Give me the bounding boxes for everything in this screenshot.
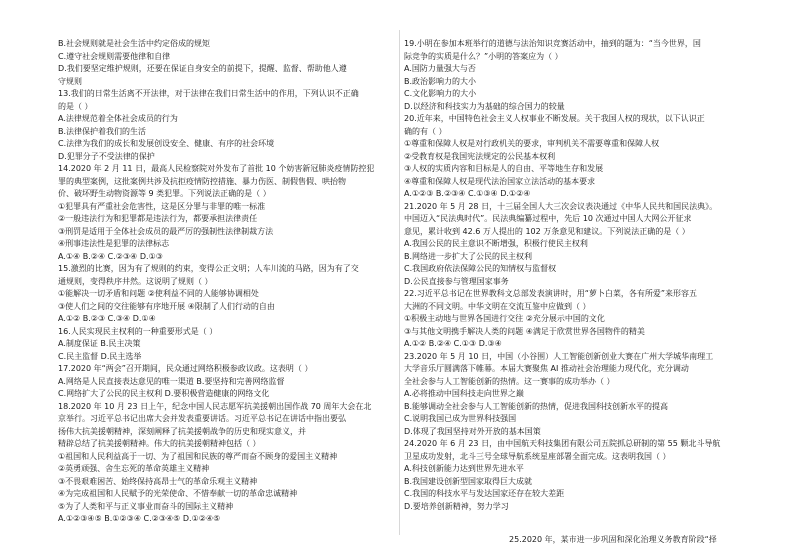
option-text-line: B.法律保护着我们的生活: [58, 126, 147, 136]
option-text-line: D.犯罪分子不受法律的保护: [58, 151, 155, 161]
option-text-line: ①积极主动地与世界各国进行交往 ②充分展示中国的文化: [404, 314, 605, 323]
question-text-line: 扬伟大抗美援朝精神，深刻阐释了抗美援朝战争的历史和现实意义，并: [58, 426, 306, 436]
option-text-line: A.①②③ B.②③④ C.①③④ D.①②④: [404, 189, 531, 198]
option-text-line: A.制度保证 B.民主决策: [58, 339, 141, 348]
option-text-line: ④为完成祖国和人民赋予的光荣使命、不惜奉献一切的革命忠诚精神: [58, 489, 298, 498]
question-text-line: 京举行。习近平总书记出席大会并发表重要讲话。习近平总书记在讲话中指出要弘: [58, 414, 346, 423]
question-text-line: 14.2020 年 2 月 11 日，最高人民检察院对外发布了首批 10 个妨害新冠肺炎疫情防控犯: [58, 164, 375, 173]
option-text-line: C.法律为我们的成长和发展创设安全、健康、有序的社会环境: [58, 139, 275, 148]
option-text-line: A.①② B.②③ C.③④ D.①④: [58, 314, 156, 323]
question-text-line: 17.2020 年“两会”召开期间，民众通过网络积极参政议政。这表明（ ）: [58, 364, 313, 373]
option-text-line: A.法律规范着全体社会成员的行为: [58, 114, 178, 123]
question-text-line: 意见，累计收到 42.6 万人提出的 102 万条意见和建议。下列说法正确的是（ ）: [404, 226, 690, 236]
option-text-line: ③使人们之间的交往能够有序地开展 ④限制了人们行动的自由: [58, 301, 275, 311]
option-text-line: C.遵守社会规则需要他律和自律: [58, 51, 171, 61]
option-text-line: ②一般违法行为和犯罪都是违法行为，都要承担法律责任: [58, 214, 258, 223]
option-text-line: ③刑罚是适用于全体社会成员的最严厉的强制性法律制裁方法: [58, 226, 274, 236]
option-text-line: A.①② B.②④ C.①③ D.③④: [404, 339, 502, 348]
question-text-line: 中国迈入“民法典时代”。民法典编纂过程中，先后 10 次通过中国人大网公开征求: [404, 214, 692, 223]
question-text-line: 确的有（ ）: [404, 126, 447, 136]
question-text-line: 16.人民实现民主权利的一种重要形式是（ ）: [58, 326, 218, 336]
question-text-line: 18.2020 年 10 月 23 日上午，纪念中国人民志愿军抗美援朝出国作战 70 周年大会在北: [58, 401, 372, 411]
option-text-line: A.网络是人民直接表达意见的唯一渠道 B.要坚持和完善网络监督: [58, 376, 285, 386]
question-text-line: 的是（ ）: [58, 101, 93, 111]
option-text-line: ③人权的实质内容和目标是人的自由、平等地生存和发展: [404, 164, 604, 173]
question-25-stem: 25.2020 年，某市进一步巩固和深化治理义务教育阶段“择: [509, 535, 717, 544]
option-text-line: B.网络进一步扩大了公民的民主权利: [404, 251, 533, 261]
question-text-line: 15.激烈的比赛，因为有了规则的约束，变得公正文明；人车川流的马路，因为有了交: [58, 264, 359, 273]
option-text-line: ①尊重和保障人权是对行政机关的要求，审判机关不需要尊重和保障人权: [404, 139, 660, 148]
question-text-line: 际竞争的实质是什么？”小明的答案应为（ ）: [404, 51, 563, 61]
question-text-line: 价、破坏野生动物资源等 9 类犯罪。下列说法正确的是（ ）: [58, 189, 271, 198]
question-text-line: 21.2020 年 5 月 28 日，十三届全国人大三次会议表决通过《中华人民共和国民法典》。: [404, 201, 718, 211]
option-text-line: B.能够调动全社会参与人工智能创新的热情，促进我国科技创新水平的提高: [404, 401, 669, 411]
question-text-line: 全社会参与人工智能创新的热情。这一赛事的成功举办（ ）: [404, 376, 615, 386]
option-text-line: A.①④ B.②④ C.②③④ D.①③: [58, 251, 163, 261]
question-text-line: 通规则，变得秩序井然。这说明了规则（ ）: [58, 276, 213, 286]
option-text-line: C.说明我国已成为世界科技强国: [404, 414, 517, 423]
question-text-line: 20.近年来，中国特色社会主义人权事业不断发展。关于我国人权的现状，以下认识正: [404, 114, 705, 123]
option-text-line: D.公民直接参与管理国家事务: [404, 276, 509, 286]
option-text-line: D.以经济和科技实力为基础的综合国力的较量: [404, 101, 565, 111]
option-text-line: B.我国建设创新型国家取得巨大成就: [404, 476, 533, 486]
option-text-line: ④刑事违法性是犯罪的法律标志: [58, 239, 170, 248]
question-text-line: 23.2020 年 5 月 10 日，中国（小谷围）人工智能创新创业大赛在广州大学城华南理工: [404, 351, 714, 361]
option-text-line: ③不畏艰难困苦、始终保持高昂士气的革命乐观主义精神: [58, 476, 258, 486]
question-text-line: 24.2020 年 6 月 23 日，由中国航天科技集团有限公司五院抓总研制的第 55 颗北斗导航: [404, 439, 721, 448]
option-text-line: A.国防力量强大与否: [404, 64, 476, 73]
question-text-line: 22.习近平总书记在世界教科文总部发表演讲时，用“萝卜白菜，各有所爱”来形容五: [404, 289, 698, 298]
option-text-line: D.体现了我国坚持对外开放的基本国策: [404, 426, 541, 436]
option-text-line: D.我们要坚定维护规则，还要在保证自身安全的前提下，提醒、监督、帮助他人遵: [58, 64, 347, 73]
left-column: [58, 38, 396, 526]
question-text-line: 大洲的不同文明。中华文明在交流互鉴中应做到（ ）: [404, 301, 591, 311]
option-text-line: ③与其他文明携手解决人类的问题 ④满足于欣赏世界各国物件的精美: [404, 326, 645, 336]
option-text-line: C.民主监督 D.民主选举: [58, 351, 142, 361]
question-text-line: 精辟总结了抗美援朝精神。伟大的抗美援朝精神包括（ ）: [58, 439, 261, 448]
option-text-line: ①能解决一切矛盾和问题 ②使利益不同的人能够协调相处: [58, 289, 259, 298]
option-text-line: C.我国的科技水平与发达国家还存在较大差距: [404, 489, 565, 498]
option-text-line: A.必将推动中国科技走向世界之巅: [404, 389, 524, 398]
option-text-line: A.我国公民的民主意识不断增强，积极行使民主权利: [404, 239, 588, 248]
question-text-line: 13.我们的日常生活离不开法律，对于法律在我们日常生活中的作用，下列认识不正确: [58, 89, 359, 98]
option-text-line: B.政治影响力的大小: [404, 76, 477, 86]
right-column: [404, 38, 742, 513]
option-text-line: B.社会规则就是社会生活中约定俗成的规矩: [58, 39, 211, 48]
column-divider: [399, 30, 400, 535]
option-text-line: ①祖国和人民利益高于一切、为了祖国和民族的尊严而奋不顾身的爱国主义精神: [58, 451, 338, 461]
option-text-line: ④尊重和保障人权是现代法治国家立法活动的基本要求: [404, 176, 596, 186]
option-text-line: D.要培养创新精神，努力学习: [404, 501, 509, 511]
question-text-line: 卫星成功发射，北斗三号全球导航系统星座部署全面完成。这表明我国（ ）: [404, 451, 671, 461]
option-text-line: ②受教育权是我国宪法规定的公民基本权利: [404, 151, 556, 161]
option-text-line: A.科技创新能力达到世界先进水平: [404, 464, 524, 473]
option-text-line: C.我国政府依法保障公民的知情权与监督权: [404, 264, 557, 273]
option-text-line: C.文化影响力的大小: [404, 89, 477, 98]
question-text-line: 大学音乐厅圆满落下帷幕。本届大赛聚焦 AI 推动社会治理能力现代化，充分调动: [404, 364, 689, 373]
option-text-line: ②英勇顽强、舍生忘死的革命英雄主义精神: [58, 464, 210, 473]
option-text-line: C.网络扩大了公民的民主权利 D.要积极营造健康的网络文化: [58, 389, 270, 398]
question-text-line: 19.小明在参加本班举行的道德与法治知识竞赛活动中，抽到的题为：“当今世界，国: [404, 39, 701, 48]
question-text-line: 罪的典型案例，这批案例共涉及抗拒疫情防控措施、暴力伤医、制假售假、哄抬物: [58, 176, 346, 186]
option-text-line: A.①②③④⑤ B.①②③④ C.②③④⑤ D.①②④⑤: [58, 514, 221, 523]
option-text-line: 守规则: [58, 76, 82, 86]
option-text-line: ⑤为了人类和平与正义事业而奋斗的国际主义精神: [58, 501, 234, 511]
option-text-line: ①犯罪具有严重社会危害性，这是区分罪与非罪的唯一标准: [58, 201, 266, 211]
